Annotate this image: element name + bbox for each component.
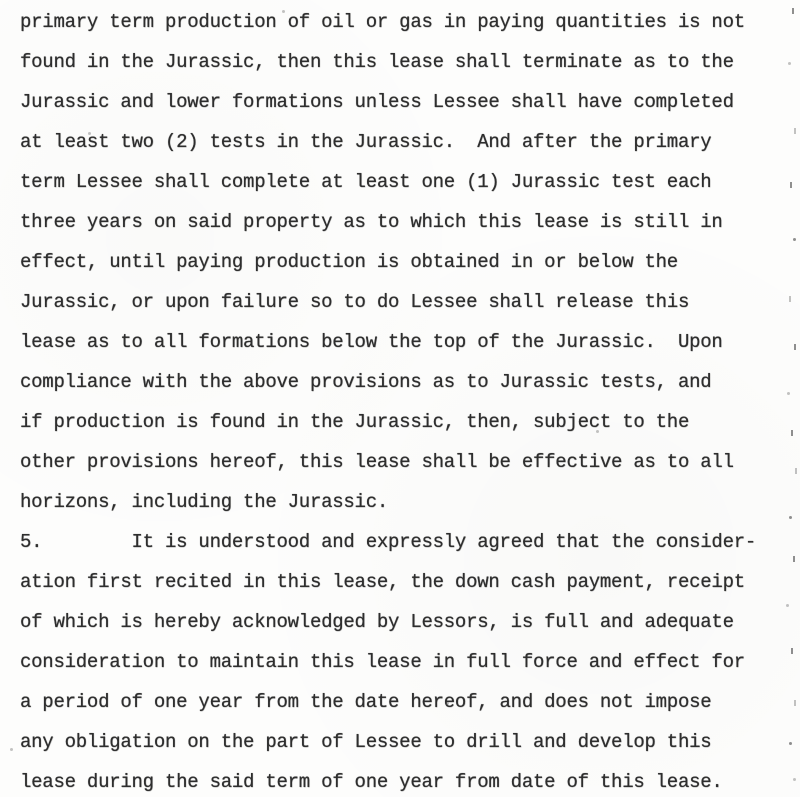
text-line: at least two (2) tests in the Jurassic. And after the primary <box>20 131 712 153</box>
text-line: compliance with the above provisions as to Jurassic tests, and <box>20 371 712 393</box>
text-line: other provisions hereof, this lease shall be effective as to all <box>20 451 734 473</box>
text-line: a period of one year from the date hereof, and does not impose <box>20 691 712 713</box>
text-line: any obligation on the part of Lessee to drill and develop this <box>20 731 712 753</box>
text-line: ation first recited in this lease, the down cash payment, receipt <box>20 571 745 593</box>
text-line: found in the Jurassic, then this lease shall terminate as to the <box>20 51 734 73</box>
text-line: 5. It is understood and expressly agreed that the consider- <box>20 531 757 553</box>
text-line: term Lessee shall complete at least one (1) Jurassic test each <box>20 171 712 193</box>
text-line: Jurassic, or upon failure so to do Lessee shall release this <box>20 291 690 313</box>
text-line: primary term production of oil or gas in paying quantities is not <box>20 11 745 33</box>
text-line: horizons, including the Jurassic. <box>20 491 389 513</box>
text-line: lease during the said term of one year from date of this lease. <box>20 771 723 793</box>
text-line: three years on said property as to which this lease is still in <box>20 211 723 233</box>
text-line: Jurassic and lower formations unless Lessee shall have completed <box>20 91 734 113</box>
text-line: effect, until paying production is obtained in or below the <box>20 251 678 273</box>
text-line: of which is hereby acknowledged by Lessors, is full and adequate <box>20 611 734 633</box>
typewritten-text-block <box>20 2 790 802</box>
text-line: consideration to maintain this lease in full force and effect for <box>20 651 745 673</box>
text-line: lease as to all formations below the top of the Jurassic. Upon <box>20 331 723 353</box>
text-line: if production is found in the Jurassic, then, subject to the <box>20 411 690 433</box>
